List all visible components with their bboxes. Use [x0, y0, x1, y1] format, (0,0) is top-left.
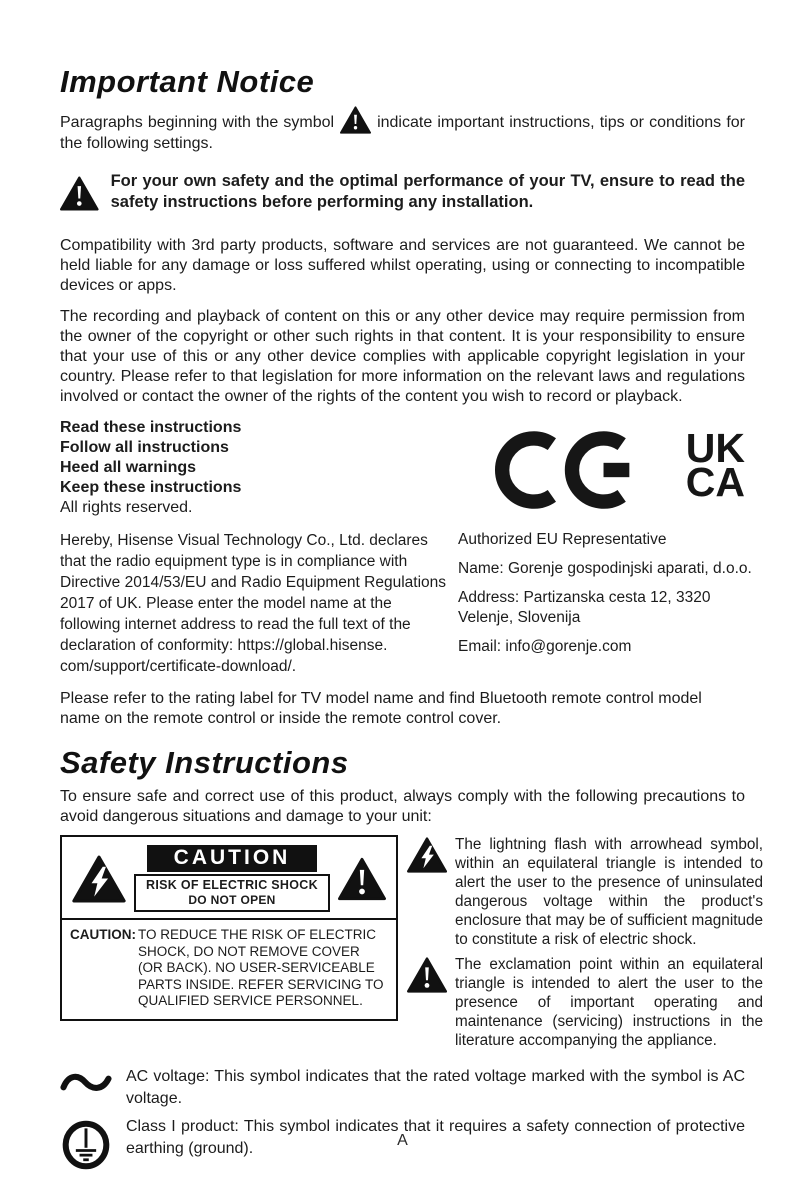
recording-paragraph: The recording and playback of content on this or any other device may require permission from the owner of the copyright or other such rights in that content. It is your responsibility to ensure that your use of this or any other device complies with applicable copyright legislation in your country. Please refer to that legislation for more information on the relevant laws and regulations involved or contact the owner of the rights of the content you wish to record or playback. — [60, 308, 745, 405]
warning-exclamation-icon — [340, 106, 371, 134]
eu-rep-title: Authorized EU Representative — [458, 531, 667, 548]
important-notice-title: Important Notice — [60, 64, 315, 99]
hisense-declaration: Hereby, Hisense Visual Technology Co., Ltd. declares that the radio equipment type is in compliance with Directive 2014/53/EU and Radio Equipment Regulations 2017 of UK. Please enter the model name at the following internet address to read the full text of the declaration of conformity: https://global.hisense. com/support/certificate-download/. — [60, 532, 447, 675]
risk-label-box — [134, 874, 330, 912]
warning-exclamation-icon — [60, 165, 99, 222]
eu-rep-name: Name: Gorenje gospodinjski aparati, d.o.o. — [458, 560, 752, 577]
instructions-and-marks-row — [60, 418, 745, 518]
ukca-line2: CA — [685, 458, 745, 505]
risk-line1: RISK OF ELECTRIC SHOCK — [146, 878, 318, 892]
instruction-item: Read these instructions — [60, 419, 242, 436]
lightning-bolt-triangle-icon — [407, 837, 447, 873]
safety-explanations — [407, 835, 763, 1056]
rights-reserved-text: All rights reserved. — [60, 499, 193, 516]
ac-voltage-symbol-cell — [60, 1066, 112, 1096]
rating-label-paragraph: Please refer to the rating label for TV model name and find Bluetooth remote control model name on the remote control or inside the remote control cover. — [60, 690, 702, 727]
instruction-item: Follow all instructions — [60, 439, 229, 456]
class1-text: Class I product: This symbol indicates that it requires a safety connection of protective earthing (ground). — [126, 1118, 745, 1157]
safety-callout — [60, 165, 745, 222]
certification-marks — [478, 418, 745, 518]
instruction-item: Heed all warnings — [60, 459, 197, 476]
caution-box — [60, 835, 398, 1021]
ce-mark-icon — [478, 426, 664, 514]
warning-exclamation-icon — [407, 957, 447, 993]
eu-representative-block — [458, 530, 758, 677]
eu-rep-address: Address: Partizanska cesta 12, 3320 Velenje, Slovenija — [458, 589, 711, 626]
instructions-list — [60, 418, 241, 518]
caution-label-stack — [134, 845, 330, 912]
ac-voltage-text: AC voltage: This symbol indicates that the rated voltage marked with the symbol is AC voltage. — [126, 1068, 745, 1107]
lightning-explanation-item — [407, 835, 763, 949]
safety-intro-paragraph: To ensure safe and correct use of this product, always comply with the following precautions to avoid dangerous situations and damage to your unit: — [60, 788, 745, 825]
eu-rep-email: Email: info@gorenje.com — [458, 638, 632, 655]
compatibility-paragraph: Compatibility with 3rd party products, software and services are not guaranteed. We cannot be held liable for any damage or loss suffered whilst operating, using or connecting to incompatible devices or apps. — [60, 237, 745, 294]
instruction-item: Keep these instructions — [60, 479, 242, 496]
safety-symbols-row — [60, 835, 763, 1056]
caution-bar-label: CAUTION — [147, 845, 317, 872]
declaration-row — [60, 530, 752, 677]
lightning-bolt-triangle-icon — [72, 855, 126, 903]
intro-paragraph — [60, 106, 745, 154]
exclamation-explanation-item — [407, 955, 763, 1050]
safety-instructions-title: Safety Instructions — [60, 745, 349, 780]
ac-tilde-icon — [60, 1070, 112, 1096]
risk-line2: DO NOT OPEN — [188, 893, 276, 907]
caution-prefix: CAUTION: — [70, 927, 136, 942]
lightning-explanation-text: The lightning flash with arrowhead symbol, within an equilateral triangle is intended to alert the user to the presence of uninsulated dangerous voltage within the product's enclosure that may be of sufficient magnitude to constitute a risk of electric shock. — [455, 836, 763, 948]
ukca-line1: UK — [685, 425, 745, 471]
safety-callout-text: For your own safety and the optimal performance of your TV, ensure to read the safety instructions before performing any installation. — [110, 172, 745, 211]
ukca-mark — [685, 425, 745, 505]
caution-box-top — [62, 837, 396, 918]
intro-text-after: indicate important instructions, tips or conditions for the following settings. — [60, 114, 745, 152]
exclamation-explanation-text: The exclamation point within an equilateral triangle is intended to alert the user to the presence of important operating and maintenance (servicing) instructions in the literature accompanying the appliance. — [455, 956, 763, 1049]
caution-body-text: TO REDUCE THE RISK OF ELECTRIC SHOCK, DO NOT REMOVE COVER (OR BACK). NO USER-SERVICEABLE PARTS INSIDE. REFER SERVICING TO QUALIFIED SERVICE PERSONNEL. — [138, 927, 384, 1008]
ac-voltage-row — [60, 1066, 745, 1110]
warning-exclamation-icon — [338, 857, 386, 901]
intro-text-before: Paragraphs beginning with the symbol — [60, 114, 335, 131]
caution-box-text — [62, 918, 396, 1019]
page-letter: A — [397, 1132, 408, 1149]
